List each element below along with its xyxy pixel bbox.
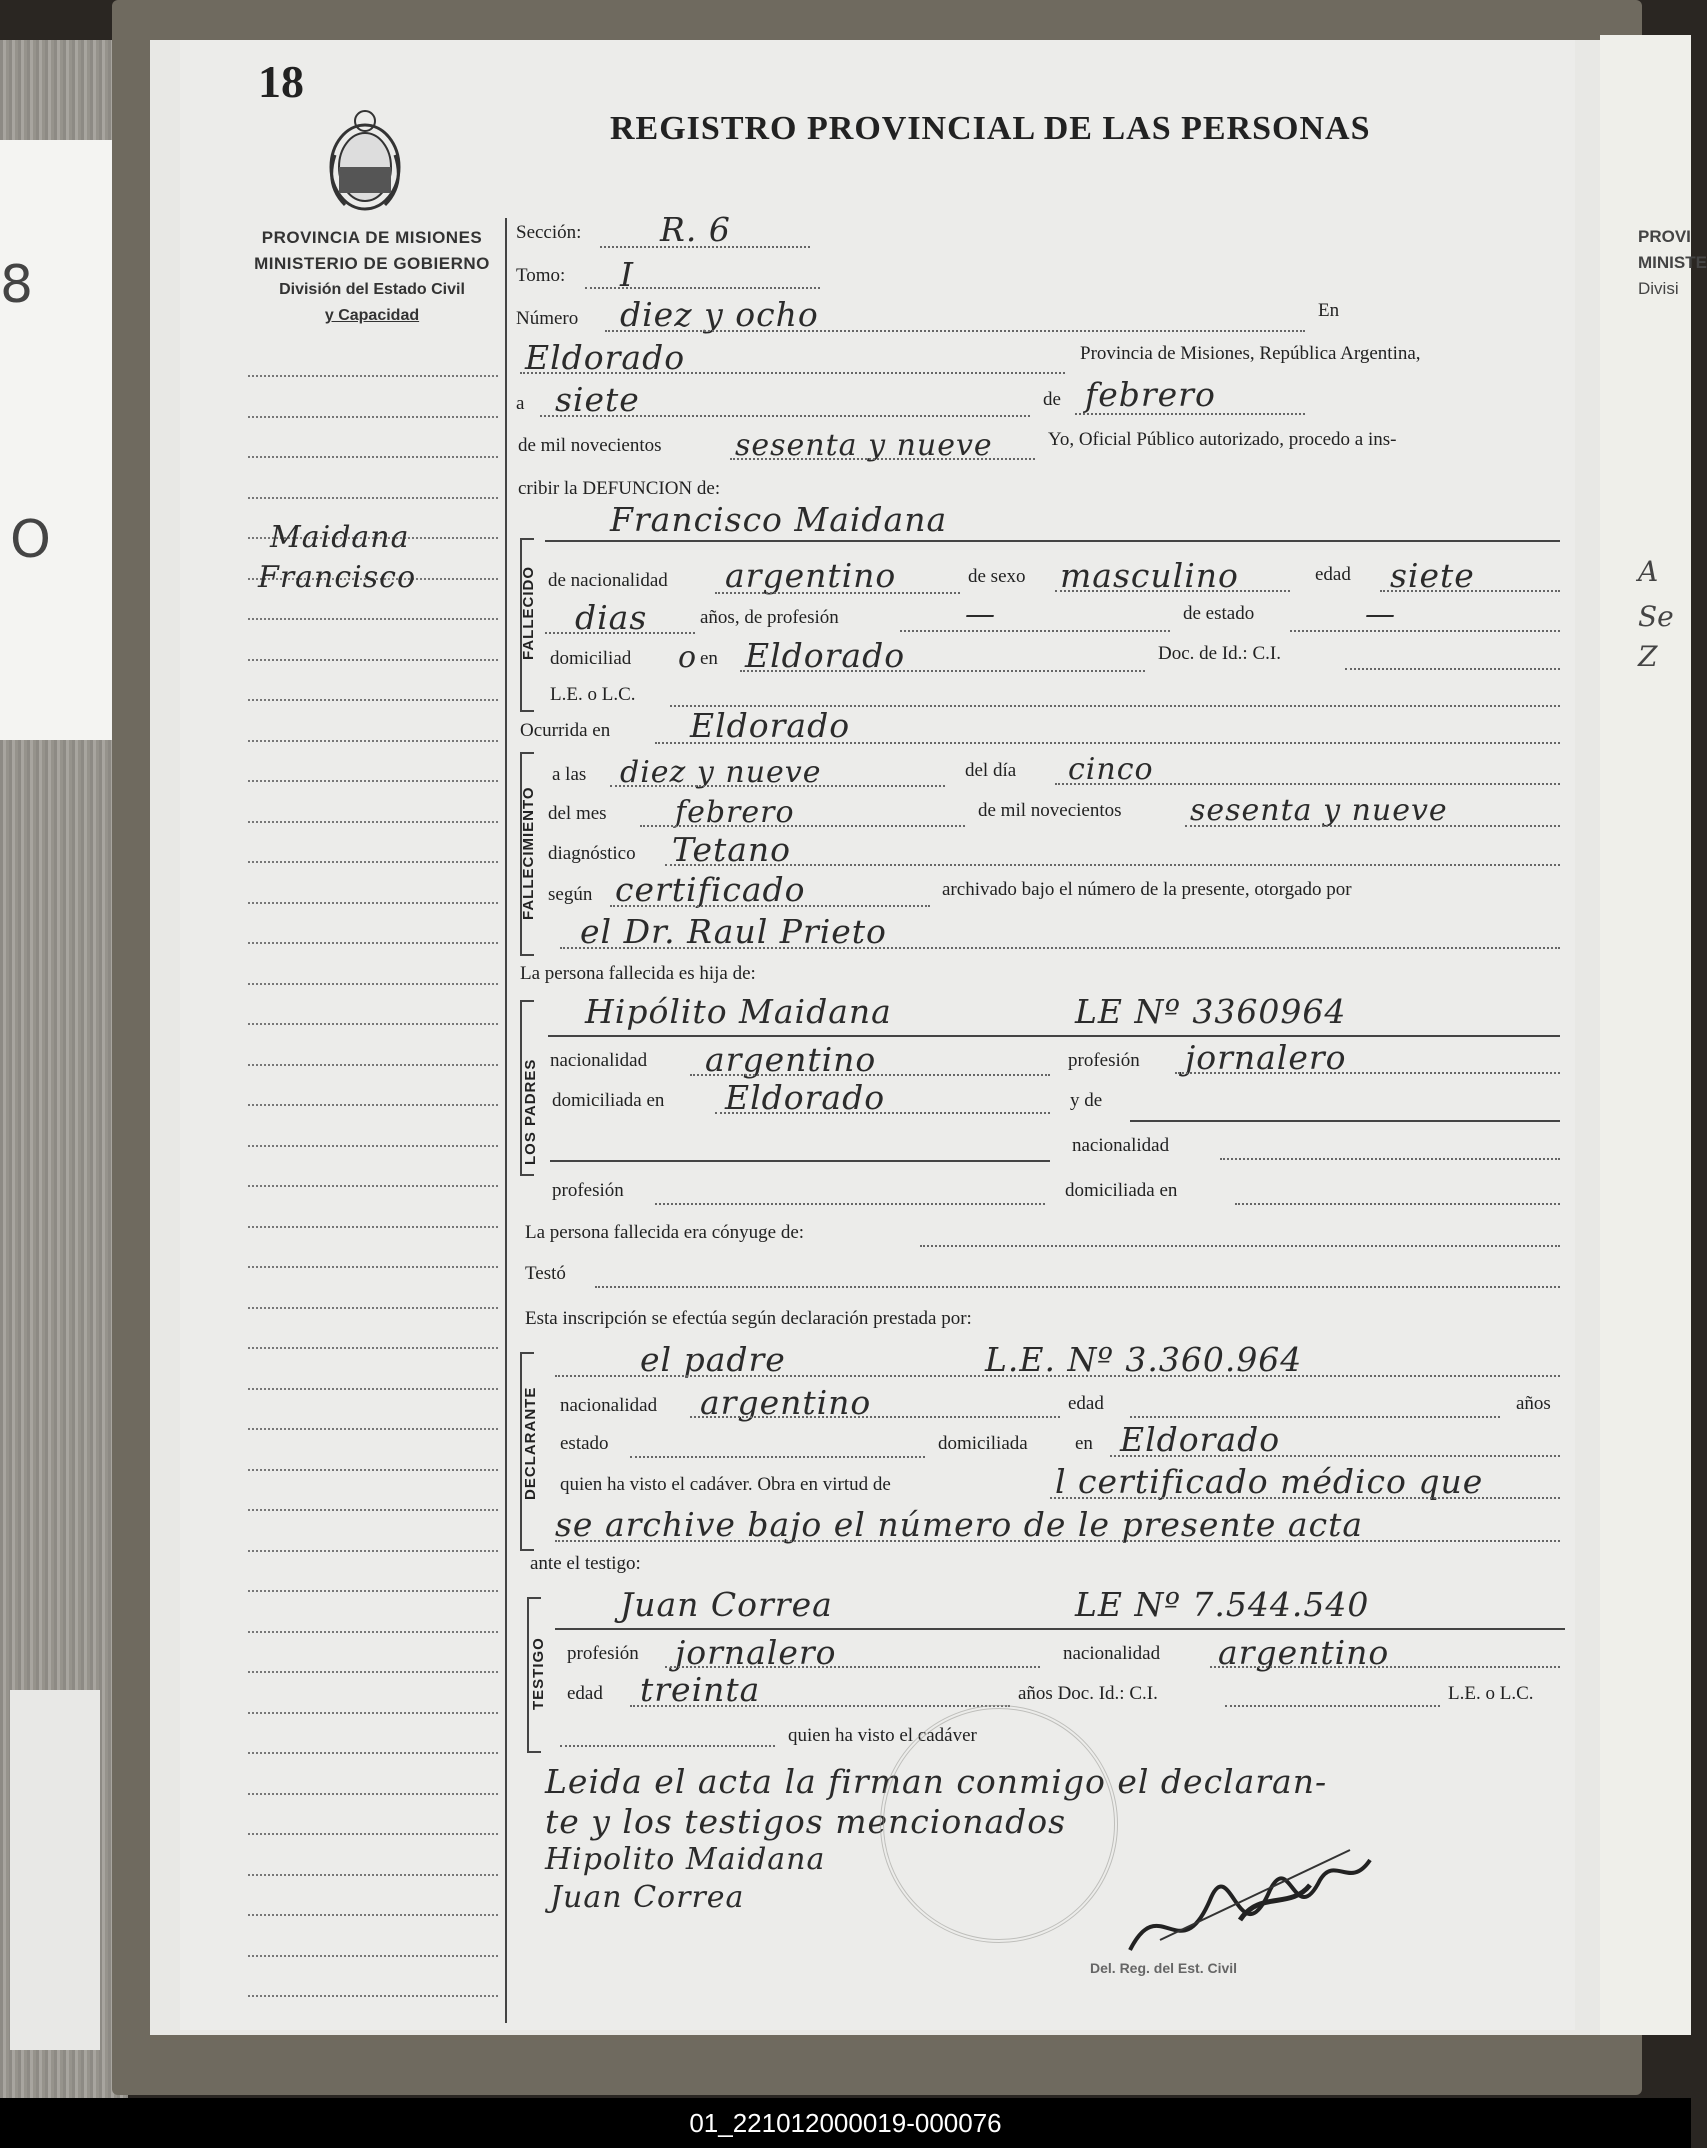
margin-rule-line [248,659,498,661]
margin-rule-line [248,1266,498,1268]
declarante-edad-label: edad [1068,1393,1104,1414]
dotted-line [560,1745,775,1747]
testigo-le-label: L.E. o L.C. [1448,1683,1534,1704]
spine-label [0,140,118,740]
dotted-line [540,415,1030,417]
margin-rule-line [248,861,498,863]
dotted-line [740,670,1145,672]
dotted-line [610,785,945,787]
testigo-profesion-label: profesión [567,1643,639,1664]
adjacent-page-text: MINISTE [1638,253,1707,272]
domicilio-label: domiciliad [550,648,632,669]
seccion-value: R. 6 [660,210,731,249]
diagnostico-value: Tetano [672,830,792,869]
archivado-label: archivado bajo el número de la presente, otorgado por [942,879,1352,900]
mes-value: febrero [1085,375,1216,414]
dotted-line [1055,590,1290,592]
margin-rule-line [248,1104,498,1106]
dotted-line [545,632,695,634]
fallecido-domicilio: Eldorado [745,636,906,675]
margin-given-name: Francisco [258,560,417,595]
margin-rule-line [248,1671,498,1673]
dotted-line [665,1666,1040,1668]
hora-label: a las [552,764,587,785]
closing-line-1: Leida el acta la firman conmigo el declaran- [545,1762,1328,1801]
fallecido-nacionalidad: argentino [725,556,897,595]
lugar-value: Eldorado [525,338,686,377]
dotted-line [1345,668,1560,670]
declaracion-label: Esta inscripción se efectúa según declaración prestada por: [525,1308,972,1329]
mes-label: del mes [548,803,607,824]
margin-rule-line [248,983,498,985]
spine-mark: 8 [0,255,34,315]
madre-profesion-label: profesión [552,1180,624,1201]
declarante-visto-value-2: se archive bajo el número de le presente acta [555,1505,1364,1544]
ante-testigo-label: ante el testigo: [530,1553,641,1574]
margin-rule-line [248,1145,498,1147]
margin-rule-line [248,902,498,904]
margin-rule-line [248,1590,498,1592]
medico-value: el Dr. Raul Prieto [580,912,887,951]
testigo-nacionalidad: argentino [1218,1633,1390,1672]
solid-line [1130,1120,1560,1122]
dotted-line [1220,1158,1560,1160]
tomo-value: I [620,255,635,294]
y-de-label: y de [1070,1090,1103,1111]
margin-rule-line [248,1712,498,1714]
margin-rule-line [248,456,498,458]
declarante-visto-value: l certificado médico que [1055,1462,1484,1501]
dotted-line [585,287,820,289]
segun-value: certificado [615,870,806,909]
solid-line [555,1628,1565,1630]
spine-label-lower [10,1690,100,2050]
solid-line [545,540,1560,542]
section-fallecimiento: FALLECIMIENTO [520,786,537,920]
margin-rule-line [248,1752,498,1754]
domicilio-en-label: en [700,648,718,669]
margin-rule-line [248,740,498,742]
dotted-line [555,1375,1560,1377]
issuer-division: División del Estado Civil [279,281,465,298]
section-padres: LOS PADRES [522,1058,539,1165]
margin-rule-line [248,780,498,782]
en-label: En [1318,300,1340,321]
issuer-block [242,225,502,329]
domicilio-o: o [678,640,698,675]
dotted-line [1110,1455,1560,1457]
margin-rule-line [248,1185,498,1187]
solid-line [550,1160,1050,1162]
margin-rule-line [248,699,498,701]
adjacent-page-text: PROVI [1638,227,1691,246]
anio-label: de mil novecientos [978,800,1122,821]
issuer-ministry: MINISTERIO DE GOBIERNO [254,254,490,273]
dotted-line [1055,783,1560,785]
adjacent-page-handwriting: Se [1638,600,1674,633]
declarante-nacionalidad: argentino [700,1383,872,1422]
hija-label: La persona fallecida es hija de: [520,963,756,984]
dotted-line [1225,1705,1440,1707]
dotted-line [610,905,930,907]
testigo-nacionalidad-label: nacionalidad [1063,1643,1161,1664]
dotted-line [715,1112,1050,1114]
fallecido-profesion: — [965,597,996,632]
margin-rule-line [248,1874,498,1876]
dotted-line [605,330,1305,332]
adjacent-page-handwriting: A [1638,555,1659,588]
margin-rule-line [248,942,498,944]
declarante-en-label: en [1075,1433,1093,1454]
margin-rule-line [248,1631,498,1633]
padre-domiciliada: Eldorado [725,1078,886,1117]
dotted-line [1380,590,1560,592]
margin-rule-line [248,1388,498,1390]
dotted-line [1210,1666,1560,1668]
declarante-estado-label: estado [560,1433,609,1454]
dotted-line [630,1456,925,1458]
testigo-doc-label: años Doc. Id.: C.I. [1018,1683,1158,1704]
testigo-documento: LE Nº 7.544.540 [1075,1585,1370,1624]
issuer-capacity: y Capacidad [324,307,420,324]
padre-documento: LE Nº 3360964 [1075,992,1347,1031]
dotted-line [595,1286,1560,1288]
numero-value: diez y ocho [620,295,819,334]
section-fallecido: FALLECIDO [520,566,537,660]
margin-rule-line [248,1347,498,1349]
section-testigo: TESTIGO [530,1637,547,1710]
margin-divider [505,218,507,2023]
declarante-nombre: el padre [640,1340,786,1379]
padre-nombre: Hipólito Maidana [585,992,892,1031]
de-label: de [1043,389,1061,410]
dotted-line [690,1416,1060,1418]
declarante-documento: L.E. Nº 3.360.964 [985,1340,1303,1379]
padre-nacionalidad: argentino [705,1040,877,1079]
dotted-line [730,458,1035,460]
image-identifier: 01_221012000019-000076 [0,2098,1691,2148]
margin-rule-line [248,1995,498,1997]
padre-profesion-label: profesión [1068,1050,1140,1071]
madre-nacionalidad-label: nacionalidad [1072,1135,1170,1156]
page-title: REGISTRO PROVINCIAL DE LAS PERSONAS [610,110,1371,147]
spine-mark: O [10,510,51,570]
margin-rule-line [248,1064,498,1066]
anio-value: sesenta y nueve [1190,793,1448,828]
fallecido-sexo: masculino [1060,556,1239,595]
adjacent-page [1600,35,1707,2035]
dotted-line [1290,630,1560,632]
anios-profesion-label: años, de profesión [700,607,839,628]
signature-testigo: Juan Correa [550,1880,745,1915]
dia-label: del día [965,760,1017,781]
dotted-line [715,592,960,594]
official-seal [880,1705,1118,1943]
margin-rule-line [248,375,498,377]
dotted-line [1175,1072,1560,1074]
declarante-domiciliada: Eldorado [1120,1420,1281,1459]
le-label: L.E. o L.C. [550,684,636,705]
official-signature [1120,1830,1380,1975]
dotted-line [560,947,1560,949]
margin-rule-line [248,1914,498,1916]
dotted-line [600,246,810,248]
inscribir-label: cribir la DEFUNCION de: [518,478,721,499]
page-number: 18 [258,56,304,107]
margin-surname: Maidana [270,520,410,555]
margin-rule-line [248,1550,498,1552]
doc-label: Doc. de Id.: C.I. [1158,643,1281,664]
margin-rule-line [248,618,498,620]
mes-value: febrero [675,795,795,830]
dotted-line [665,864,1560,866]
margin-rule-line [248,1023,498,1025]
conyuge-label: La persona fallecida era cónyuge de: [525,1222,805,1243]
oficial-label: Yo, Oficial Público autorizado, procedo a ins- [1048,429,1397,450]
testigo-nombre: Juan Correa [620,1585,833,1624]
seal-caption: Del. Reg. del Est. Civil [1090,1960,1238,1976]
declarante-visto-label: quien ha visto el cadáver. Obra en virtud de [560,1474,891,1495]
edad-label: edad [1315,564,1351,585]
ocurrida-label: Ocurrida en [520,720,611,741]
nacionalidad-label: de nacionalidad [548,570,668,591]
madre-domiciliada-label: domiciliada en [1065,1180,1178,1201]
margin-rule-line [248,821,498,823]
tomo-label: Tomo: [516,265,566,286]
dotted-line [655,742,1560,744]
dotted-line [555,1540,1560,1542]
issuer-province: PROVINCIA DE MISIONES [261,228,483,247]
hora-value: diez y nueve [620,755,822,790]
dotted-line [920,1245,1560,1247]
dotted-line [630,1705,1010,1707]
margin-rule-line [248,1833,498,1835]
dia-value: siete [555,380,640,419]
adjacent-page-text: Divisi [1638,279,1679,298]
dotted-line [1185,825,1560,827]
segun-label: según [548,884,593,905]
declarante-anios-label: años [1516,1393,1551,1414]
padre-nacionalidad-label: nacionalidad [550,1050,648,1071]
testigo-edad: treinta [640,1670,761,1709]
fallecido-edad-unidad: dias [575,598,648,637]
dotted-line [1075,413,1305,415]
margin-rule-line [248,497,498,499]
numero-label: Número [516,308,579,329]
margin-rule-line [248,1307,498,1309]
dotted-line [520,372,1065,374]
anio-label: de mil novecientos [518,435,662,456]
section-declarante: DECLARANTE [522,1386,539,1500]
testigo-profesion: jornalero [675,1633,837,1672]
margin-rule-line [248,1793,498,1795]
testo-label: Testó [525,1263,566,1284]
adjacent-page-handwriting: Z [1638,640,1658,673]
padre-profesion: jornalero [1185,1038,1347,1077]
dotted-line [690,1074,1050,1076]
declarante-nacionalidad-label: nacionalidad [560,1395,658,1416]
fallecido-nombre: Francisco Maidana [610,500,948,539]
coat-of-arms-icon [325,105,405,220]
dotted-line [1235,1203,1560,1205]
margin-rule-line [248,1428,498,1430]
fallecido-edad: siete [1390,556,1475,595]
margin-rule-line [248,1509,498,1511]
testigo-visto-label: quien ha visto el cadáver [788,1725,977,1746]
margin-rule-line [248,1469,498,1471]
estado-label: de estado [1183,603,1255,624]
dotted-line [640,825,965,827]
margin-rule-line [248,416,498,418]
dotted-line [1050,1497,1560,1499]
dotted-line [655,1203,1045,1205]
margin-rule-line [248,1226,498,1228]
seccion-label: Sección: [516,222,582,243]
signature-padre: Hipolito Maidana [545,1842,826,1877]
diagnostico-label: diagnóstico [548,843,636,864]
anio-value: sesenta y nueve [735,428,993,463]
dotted-line [900,630,1170,632]
dia-value: cinco [1068,752,1154,787]
declarante-domiciliada-label: domiciliada [938,1433,1028,1454]
solid-line [548,1035,1560,1037]
padre-domiciliada-label: domiciliada en [552,1090,665,1111]
sexo-label: de sexo [968,566,1026,587]
testigo-edad-label: edad [567,1683,603,1704]
margin-rule-line [248,1955,498,1957]
closing-line-2: te y los testigos mencionados [545,1802,1067,1841]
provincia-label: Provincia de Misiones, República Argentina, [1080,343,1421,364]
a-label: a [516,393,525,414]
ocurrida-value: Eldorado [690,706,851,745]
fallecido-estado: — [1365,597,1396,632]
dotted-line [1130,1416,1500,1418]
